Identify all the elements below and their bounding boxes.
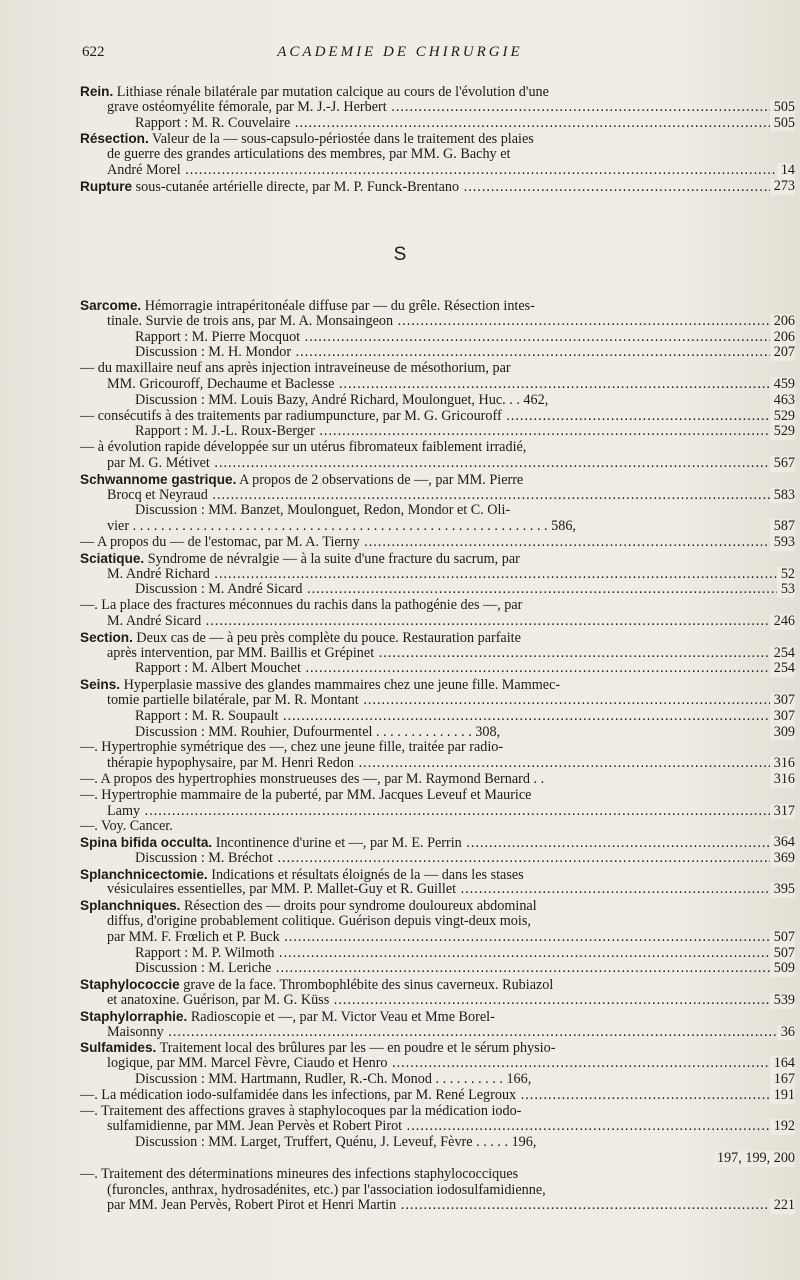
index-entry-body: —. Voy. Cancer.	[80, 819, 173, 835]
index-line	[80, 1025, 795, 1041]
index-entry-text	[107, 377, 795, 393]
index-entry-text	[80, 84, 549, 100]
index-line	[80, 930, 795, 946]
index-line	[80, 163, 795, 179]
page-reference: 167	[770, 1072, 795, 1088]
index-entry-text	[80, 898, 537, 914]
page-reference: 191	[770, 1088, 795, 1104]
index-entry-body: vier . . . . . . . . . . . . . . . . . . . . . . . . . . . . . . . . . . . . . . . . . . . . . . . . . . . . . . . . . . . 586,	[107, 519, 576, 535]
index-entry-text	[135, 709, 795, 725]
index-entry-body: Discussion : MM. Banzet, Moulonguet, Redon, Mondor et C. Oli-	[135, 503, 511, 519]
index-entry-body: thérapie hypophysaire, par M. Henri Redon	[107, 756, 355, 772]
page-reference: 395	[770, 882, 795, 898]
page-reference: 309	[770, 725, 795, 741]
index-headword: Staphylococcie	[80, 977, 180, 993]
index-entry-body: Rapport : M. Albert Mouchet	[135, 661, 301, 677]
index-entry-text	[80, 179, 795, 195]
index-entry-body: Maisonny	[107, 1024, 164, 1040]
index-entry-text	[80, 740, 503, 756]
index-entry-text	[135, 116, 795, 132]
index-entry-body: Discussion : MM. Hartmann, Rudler, R.-Ch. Monod . . . . . . . . . . 166,	[135, 1072, 532, 1088]
index-entry-text	[107, 614, 795, 630]
index-entry-body: logique, par MM. Marcel Fèvre, Ciaudo et Henro	[107, 1056, 388, 1072]
page-reference: 254	[770, 661, 795, 677]
index-entry-body: — A propos du — de l'estomac, par M. A. Tierny	[80, 534, 360, 550]
index-line	[80, 677, 795, 693]
index-entry-body: Indications et résultats éloignés de la — dans les stases	[207, 866, 524, 883]
page-reference: 254	[770, 646, 795, 662]
index-entry-body: grave ostéomyélite fémorale, par M. J.-J. Herbert	[107, 99, 387, 115]
index-entry-body: (furoncles, anthrax, hydrosadénites, etc.) par l'association iodosulfamidienne,	[107, 1182, 546, 1198]
index-entry-body: —. Hypertrophie mammaire de la puberté, par MM. Jacques Leveuf et Maurice	[80, 787, 532, 803]
index-line	[80, 788, 795, 804]
index-line	[80, 614, 795, 630]
index-entry-body: — consécutifs à des traitements par radiumpuncture, par M. G. Gricouroff	[80, 408, 502, 424]
page-reference: 509	[770, 961, 795, 977]
index-entry-text	[107, 930, 795, 946]
index-entry-text	[80, 1088, 795, 1104]
index-line	[80, 882, 795, 898]
index-entry-body: —. Traitement des affections graves à staphylocoques par la médication iodo-	[80, 1103, 522, 1119]
page-reference: 53	[777, 582, 795, 598]
index-entry-body: —. La médication iodo-sulfamidée dans les infections, par M. René Legroux	[80, 1087, 517, 1103]
index-entry-body: Traitement local des brûlures par les — en poudre et le sérum physio-	[156, 1040, 556, 1057]
index-entry-body: — à évolution rapide développée sur un utérus fibromateux faiblement irradié,	[80, 440, 527, 456]
index-line	[80, 819, 795, 835]
page-reference: 459	[770, 377, 795, 393]
page-reference: 207	[770, 345, 795, 361]
index-line	[80, 1088, 795, 1104]
page-reference: 206	[770, 314, 795, 330]
index-entry-text	[80, 598, 522, 614]
page-reference: 14	[777, 163, 795, 179]
index-entry-text	[80, 131, 534, 147]
index-entry-text	[135, 961, 795, 977]
index-entry-body: grave de la face. Thrombophlébite des sinus caverneux. Rubiazol	[179, 977, 554, 994]
index-entry-text	[80, 298, 535, 314]
index-entry-text	[107, 1119, 795, 1135]
index-line	[80, 345, 795, 361]
index-line	[80, 740, 795, 756]
page-reference: 316	[770, 772, 795, 788]
index-headword: Splanchnicectomie.	[80, 866, 208, 882]
index-entry-body: Discussion : M. Bréchot	[135, 850, 273, 866]
page-reference: 192	[770, 1119, 795, 1135]
index-entry-body: Lamy	[107, 803, 141, 819]
index-entry-text	[80, 472, 523, 488]
index-entry-body: MM. Gricouroff, Dechaume et Baclesse	[107, 376, 335, 392]
index-line	[80, 1104, 795, 1120]
index-line	[80, 630, 795, 646]
index-entry-text	[135, 1135, 536, 1151]
index-entry-body: Résection des — droits pour syndrome douloureux abdominal	[180, 898, 537, 915]
page-reference: 593	[770, 535, 795, 551]
index-line	[80, 393, 795, 409]
index-entry-body: tomie partielle bilatérale, par M. R. Montant	[107, 692, 359, 708]
page-reference: 316	[770, 756, 795, 772]
index-headword: Rein.	[80, 84, 114, 99]
index-line	[80, 314, 795, 330]
index-entry-text	[107, 567, 795, 583]
index-line	[80, 377, 795, 393]
index-line	[80, 179, 795, 195]
index-entry-body: Valeur de la — sous-capsulo-périostée dans le traitement des plaies	[148, 131, 534, 148]
page-reference: 307	[770, 709, 795, 725]
section-letter: S	[393, 244, 407, 265]
index-line	[80, 1183, 795, 1199]
index-entry-body: Brocq et Neyraud	[107, 487, 208, 503]
index-line	[80, 946, 795, 962]
index-line	[80, 361, 795, 377]
index-entry-text	[107, 456, 795, 472]
index-line	[80, 898, 795, 914]
index-line	[80, 1151, 795, 1167]
index-entry-text	[80, 361, 511, 377]
page-reference: 164	[770, 1056, 795, 1072]
index-entry-text	[80, 1040, 555, 1056]
index-entry-text	[135, 946, 795, 962]
index-entry-body: —. Hypertrophie symétrique des —, chez une jeune fille, traitée par radio-	[80, 740, 504, 756]
index-entry-text	[107, 804, 795, 820]
index-entry-body: par MM. Jean Pervès, Robert Pirot et Henri Martin	[107, 1198, 397, 1214]
index-headword: Résection.	[80, 131, 149, 147]
index-line	[80, 409, 795, 425]
page-reference: 369	[770, 851, 795, 867]
index-entry-body: de guerre des grandes articulations des membres, par MM. G. Bachy et	[107, 147, 511, 163]
page-reference: 221	[770, 1198, 795, 1214]
index-entry-body: Lithiase rénale bilatérale par mutation calcique au cours de l'évolution d'une	[113, 84, 549, 100]
index-line	[80, 551, 795, 567]
index-entry-body: —. La place des fractures méconnues du rachis dans la pathogénie des —, par	[80, 598, 523, 614]
index-entry-text	[80, 1104, 521, 1120]
page-reference: 307	[770, 693, 795, 709]
index-line	[80, 100, 795, 116]
page-reference: 463	[770, 393, 795, 409]
page-reference: 246	[770, 614, 795, 630]
index-entry-text	[107, 100, 795, 116]
index-line	[80, 693, 795, 709]
index-line	[80, 298, 795, 314]
page-reference: 505	[770, 100, 795, 116]
index-entry-body: sous-cutanée artérielle directe, par M. P. Funck-Brentano	[132, 178, 460, 195]
page-reference: 317	[770, 804, 795, 820]
index-headword: Section.	[80, 629, 133, 645]
index-entry-text	[107, 882, 795, 898]
index-line	[80, 456, 795, 472]
index-entry-body: Discussion : MM. Larget, Truffert, Quénu, J. Leveuf, Fèvre . . . . . 196,	[135, 1135, 537, 1151]
page-reference: 52	[777, 567, 795, 583]
index-headword: Rupture	[80, 178, 133, 194]
index-line	[80, 535, 795, 551]
index-headword: Sarcome.	[80, 298, 142, 313]
index-line	[80, 756, 795, 772]
index-entry-text	[135, 582, 795, 598]
index-entry-text	[107, 488, 795, 504]
index-entry-body: Incontinence d'urine et —, par M. E. Perrin	[212, 835, 462, 851]
index-entry-body: André Morel	[107, 162, 181, 178]
index-headword: Spina bifida occulta.	[80, 835, 213, 851]
index-entry-body: Rapport : M. P. Wilmoth	[135, 945, 275, 961]
index-entry-text	[80, 977, 553, 993]
index-entry-body: Hémorragie intrapéritonéale diffuse par — du grêle. Résection intes-	[141, 298, 535, 314]
index-entry-text	[107, 756, 795, 772]
index-entry-text	[135, 393, 548, 409]
index-entry-text	[80, 1167, 518, 1183]
index-headword: Sulfamides.	[80, 1040, 157, 1056]
index-entry-text	[135, 503, 510, 519]
index-entry-body: Discussion : M. H. Mondor	[135, 345, 292, 361]
index-entry-text	[135, 661, 795, 677]
index-line	[80, 116, 795, 132]
index-entry-text	[107, 1025, 795, 1041]
index-entry-body: Rapport : M. R. Soupault	[135, 708, 279, 724]
index-line	[80, 147, 795, 163]
page-reference: 529	[770, 424, 795, 440]
index-line	[80, 1009, 795, 1025]
index-line	[80, 993, 795, 1009]
index-entry-body: tinale. Survie de trois ans, par M. A. Monsaingeon	[107, 313, 394, 329]
index-line	[80, 1198, 795, 1214]
index-headword: Splanchniques.	[80, 898, 181, 914]
index-line	[80, 1135, 795, 1151]
page-reference: 197, 199, 200	[713, 1151, 795, 1167]
index-line	[80, 131, 795, 147]
index-line	[80, 914, 795, 930]
index-entry-body: sulfamidienne, par MM. Jean Pervès et Robert Pirot	[107, 1119, 403, 1135]
index-entry-text	[107, 914, 531, 930]
index-entry-body: Hyperplasie massive des glandes mammaires chez une jeune fille. Mammec-	[120, 677, 561, 693]
page-reference: 587	[770, 519, 795, 535]
index-entry-body: et anatoxine. Guérison, par M. G. Küss	[107, 993, 330, 1009]
page-reference: 206	[770, 330, 795, 346]
index-entry-text	[80, 409, 795, 425]
running-title: ACADEMIE DE CHIRURGIE	[277, 44, 523, 60]
index-entry-text	[107, 1198, 795, 1214]
page-reference: 273	[770, 179, 795, 195]
index-entry-text	[107, 993, 795, 1009]
index-entry-body: Discussion : M. Leriche	[135, 961, 272, 977]
index-entry-text	[80, 1009, 495, 1025]
index-entry-text	[135, 345, 795, 361]
index-entry-text	[135, 330, 795, 346]
index-entry-text	[135, 424, 795, 440]
index-entry-body: — du maxillaire neuf ans après injection intraveineuse de mésothorium, par	[80, 361, 511, 377]
index-line	[80, 1072, 795, 1088]
index-line	[80, 1056, 795, 1072]
page-reference: 567	[770, 456, 795, 472]
index-line	[80, 867, 795, 883]
index-line	[80, 472, 795, 488]
index-line	[80, 961, 795, 977]
index-entry-body: Discussion : MM. Louis Bazy, André Richard, Moulonguet, Huc. . . 462,	[135, 392, 549, 408]
index-entry-text	[80, 551, 520, 567]
index-headword: Staphylorraphie.	[80, 1008, 188, 1024]
index-entry-text	[80, 772, 544, 788]
index-entry-body: M. André Richard	[107, 566, 210, 582]
index-entry-body: par MM. F. Frœlich et P. Buck	[107, 929, 280, 945]
index-entry-body: M. André Sicard	[107, 613, 202, 629]
index-entry-text	[107, 147, 510, 163]
page-reference: 539	[770, 993, 795, 1009]
index-headword: Schwannome gastrique.	[80, 471, 237, 487]
page-reference: 505	[770, 116, 795, 132]
index-entry-text	[107, 646, 795, 662]
index-entry-body: —. Traitement des déterminations mineures des infections staphylococciques	[80, 1166, 519, 1182]
index-line	[80, 582, 795, 598]
page-number: 622	[82, 44, 105, 60]
index-entry-body: diffus, d'origine probablement colitique. Guérison depuis vingt-deux mois,	[107, 914, 531, 930]
index-section-s	[80, 298, 795, 1214]
index-entry-text	[107, 314, 795, 330]
page-reference: 507	[770, 930, 795, 946]
page-reference: 364	[770, 835, 795, 851]
page-reference: 36	[777, 1025, 795, 1041]
index-entry-body: —. A propos des hypertrophies monstrueuses des —, par M. Raymond Bernard . .	[80, 771, 545, 787]
index-entry-body: par M. G. Métivet	[107, 455, 210, 471]
index-entry-text	[80, 867, 524, 883]
index-entry-body: après intervention, par MM. Baillis et Grépinet	[107, 645, 375, 661]
index-entry-text	[107, 519, 576, 535]
index-line	[80, 519, 795, 535]
index-entry-body: Rapport : M. J.-L. Roux-Berger	[135, 424, 315, 440]
index-headword: Sciatique.	[80, 550, 145, 566]
index-line	[80, 488, 795, 504]
page-reference: 529	[770, 409, 795, 425]
index-line	[80, 709, 795, 725]
index-line	[80, 84, 795, 100]
index-entry-text	[135, 851, 795, 867]
index-entry-body: Deux cas de — à peu près complète du pouce. Restauration parfaite	[132, 629, 521, 646]
index-entry-body: A propos de 2 observations de —, par MM. Pierre	[236, 471, 524, 488]
index-line	[80, 567, 795, 583]
index-line	[80, 725, 795, 741]
index-line	[80, 772, 795, 788]
index-entry-body: Discussion : MM. Rouhier, Dufourmentel . . . . . . . . . . . . . . 308,	[135, 724, 501, 740]
index-line	[80, 330, 795, 346]
index-entry-text	[80, 788, 531, 804]
index-line	[80, 424, 795, 440]
index-section-r-continued	[80, 84, 795, 195]
index-entry-text	[135, 1072, 531, 1088]
index-entry-text	[80, 819, 173, 835]
index-line	[80, 1167, 795, 1183]
index-entry-body: vésiculaires essentielles, par MM. P. Mallet-Guy et R. Guillet	[107, 882, 457, 898]
index-entry-body: Syndrome de névralgie — à la suite d'une fracture du sacrum, par	[144, 550, 520, 567]
index-line	[80, 503, 795, 519]
index-entry-text	[80, 677, 560, 693]
page-reference: 583	[770, 488, 795, 504]
index-line	[80, 440, 795, 456]
index-entry-text	[80, 535, 795, 551]
index-entry-text	[80, 835, 795, 851]
index-entry-text	[107, 1183, 546, 1199]
index-line	[80, 977, 795, 993]
index-entry-body: Radioscopie et —, par M. Victor Veau et Mme Borel-	[187, 1008, 495, 1025]
index-entry-text	[135, 725, 500, 741]
index-entry-text	[80, 630, 521, 646]
index-entry-text	[107, 693, 795, 709]
index-line	[80, 1040, 795, 1056]
index-entry-body: Rapport : M. Pierre Mocquot	[135, 329, 301, 345]
index-entry-body: Discussion : M. André Sicard	[135, 582, 303, 598]
index-line	[80, 1119, 795, 1135]
page-reference: 507	[770, 946, 795, 962]
index-line	[80, 804, 795, 820]
index-entry-text	[107, 1056, 795, 1072]
index-line	[80, 646, 795, 662]
index-entry-text	[107, 163, 795, 179]
index-line	[80, 851, 795, 867]
index-entry-text	[80, 440, 526, 456]
index-line	[80, 835, 795, 851]
index-entry-body: Rapport : M. R. Couvelaire	[135, 115, 291, 131]
index-line	[80, 598, 795, 614]
index-headword: Seins.	[80, 677, 121, 693]
index-line	[80, 661, 795, 677]
